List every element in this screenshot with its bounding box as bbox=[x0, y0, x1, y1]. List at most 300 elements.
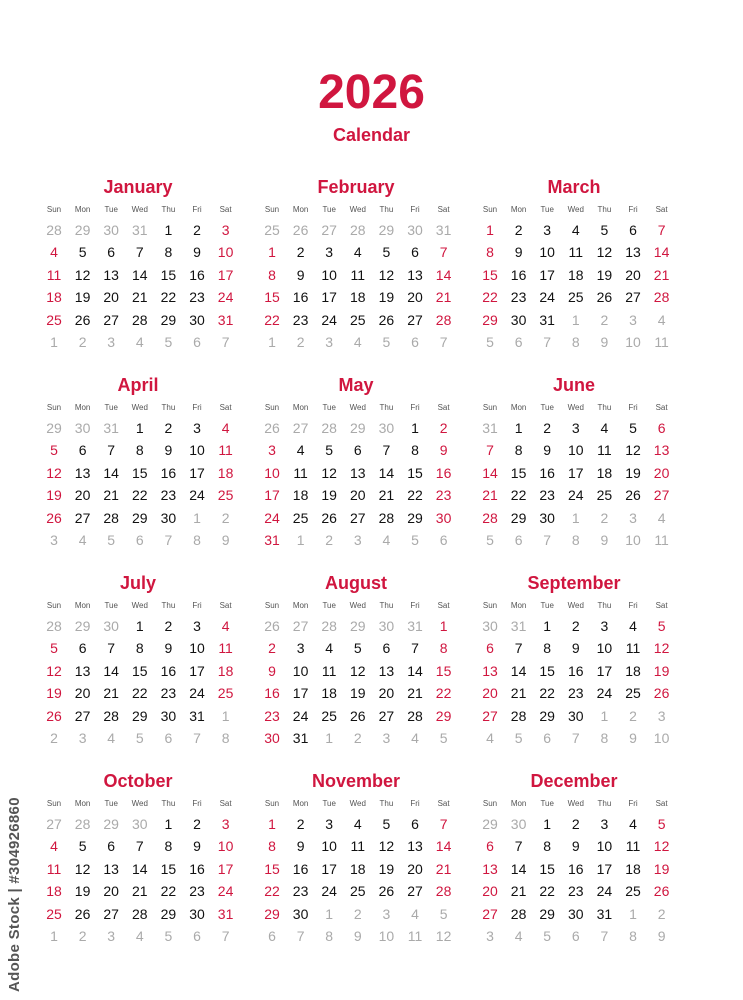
weekday-header: Thu bbox=[597, 205, 612, 214]
day-cell: 1 bbox=[600, 707, 609, 724]
day-cell: 25 bbox=[217, 685, 234, 702]
day-cell: 20 bbox=[350, 487, 366, 504]
day-cell: 3 bbox=[600, 618, 609, 634]
month-january bbox=[40, 176, 236, 366]
day-cell: 27 bbox=[321, 222, 337, 238]
month-may bbox=[258, 374, 454, 564]
day-cell: 18 bbox=[568, 266, 584, 283]
weekday-header: Tue bbox=[104, 403, 118, 412]
day-cell: 28 bbox=[132, 311, 148, 328]
day-cell: 25 bbox=[350, 883, 366, 900]
day-cell: 19 bbox=[378, 289, 395, 306]
day-cell: 4 bbox=[657, 509, 666, 526]
day-cell: 5 bbox=[439, 905, 448, 922]
weekday-header: Fri bbox=[628, 601, 638, 610]
weekday-header: Tue bbox=[540, 205, 554, 214]
day-cell: 6 bbox=[193, 928, 201, 944]
day-cell: 9 bbox=[268, 662, 276, 679]
weekday-header: Sun bbox=[482, 205, 498, 214]
calendar-subtitle: Calendar bbox=[332, 125, 411, 145]
day-cell: 14 bbox=[653, 244, 670, 261]
day-cell: 6 bbox=[164, 730, 173, 746]
day-cell: 4 bbox=[629, 816, 637, 832]
day-cell: 27 bbox=[292, 618, 309, 634]
day-cell: 22 bbox=[539, 883, 555, 900]
day-cell: 30 bbox=[264, 730, 280, 746]
weekday-header: Mon bbox=[292, 205, 309, 214]
day-cell: 5 bbox=[50, 640, 58, 657]
weekday-header: Sat bbox=[437, 205, 450, 214]
day-cell: 9 bbox=[221, 532, 230, 548]
day-cell: 20 bbox=[74, 487, 91, 504]
day-cell: 1 bbox=[543, 816, 552, 832]
weekday-header: Thu bbox=[161, 601, 176, 610]
weekday-header: Mon bbox=[510, 799, 527, 808]
day-cell: 31 bbox=[264, 532, 280, 548]
weekday-header: Sun bbox=[46, 205, 62, 214]
day-cell: 26 bbox=[264, 618, 280, 634]
month-name: December bbox=[530, 771, 618, 791]
day-cell: 14 bbox=[510, 662, 527, 679]
day-cell: 29 bbox=[160, 311, 177, 328]
month-name: March bbox=[547, 177, 601, 197]
day-cell: 17 bbox=[596, 860, 613, 877]
day-cell: 3 bbox=[325, 244, 334, 261]
day-cell: 7 bbox=[600, 928, 609, 944]
day-cell: 27 bbox=[407, 311, 423, 328]
day-cell: 18 bbox=[350, 289, 366, 306]
day-cell: 10 bbox=[217, 838, 234, 855]
weekday-header: Tue bbox=[322, 205, 336, 214]
day-cell: 3 bbox=[353, 532, 362, 548]
day-cell: 7 bbox=[439, 816, 448, 832]
weekday-header: Wed bbox=[131, 601, 148, 610]
day-cell: 3 bbox=[629, 311, 637, 328]
weekday-header: Sat bbox=[655, 601, 668, 610]
day-cell: 16 bbox=[292, 289, 309, 306]
day-cell: 1 bbox=[571, 311, 580, 328]
day-cell: 18 bbox=[217, 464, 234, 481]
day-cell: 11 bbox=[350, 838, 366, 855]
month-name: July bbox=[119, 573, 157, 593]
day-cell: 22 bbox=[132, 685, 148, 702]
weekday-header: Sat bbox=[437, 601, 450, 610]
day-cell: 5 bbox=[382, 334, 391, 350]
day-cell: 1 bbox=[221, 707, 230, 724]
weekday-header: Wed bbox=[567, 799, 584, 808]
day-cell: 7 bbox=[296, 928, 305, 944]
day-cell: 20 bbox=[103, 289, 119, 306]
day-cell: 2 bbox=[164, 618, 173, 634]
day-cell: 21 bbox=[132, 883, 148, 900]
day-cell: 11 bbox=[350, 266, 366, 283]
day-cell: 5 bbox=[486, 532, 494, 548]
day-cell: 14 bbox=[103, 464, 119, 481]
day-cell: 28 bbox=[510, 905, 527, 922]
day-cell: 25 bbox=[568, 289, 584, 306]
weekday-header: Fri bbox=[192, 403, 202, 412]
day-cell: 10 bbox=[189, 442, 205, 459]
day-cell: 16 bbox=[510, 266, 527, 283]
day-cell: 2 bbox=[600, 311, 609, 328]
day-cell: 7 bbox=[164, 532, 173, 548]
day-cell: 5 bbox=[382, 244, 391, 261]
day-cell: 31 bbox=[217, 905, 234, 922]
day-cell: 14 bbox=[103, 662, 119, 679]
day-cell: 2 bbox=[571, 816, 580, 832]
weekday-header: Wed bbox=[349, 403, 366, 412]
day-cell: 19 bbox=[625, 464, 641, 481]
weekday-header: Sun bbox=[482, 601, 498, 610]
month-march bbox=[476, 176, 672, 366]
day-cell: 9 bbox=[193, 838, 201, 855]
day-cell: 8 bbox=[164, 838, 173, 855]
day-cell: 26 bbox=[292, 222, 309, 238]
day-cell: 23 bbox=[160, 685, 177, 702]
day-cell: 8 bbox=[629, 928, 637, 944]
day-cell: 26 bbox=[264, 420, 280, 436]
day-cell: 17 bbox=[596, 662, 613, 679]
month-name: January bbox=[103, 177, 173, 197]
day-cell: 2 bbox=[164, 420, 173, 436]
day-cell: 16 bbox=[160, 662, 177, 679]
day-cell: 20 bbox=[74, 685, 91, 702]
day-cell: 21 bbox=[510, 685, 527, 702]
day-cell: 26 bbox=[653, 685, 670, 702]
day-cell: 6 bbox=[571, 928, 580, 944]
day-cell: 6 bbox=[514, 334, 523, 350]
day-cell: 3 bbox=[78, 730, 87, 746]
day-cell: 16 bbox=[435, 464, 452, 481]
day-cell: 2 bbox=[600, 509, 609, 526]
day-cell: 4 bbox=[353, 816, 362, 832]
day-cell: 27 bbox=[74, 509, 91, 526]
day-cell: 18 bbox=[217, 662, 234, 679]
day-cell: 10 bbox=[596, 640, 613, 657]
day-cell: 4 bbox=[221, 618, 230, 634]
day-cell: 17 bbox=[189, 464, 205, 481]
day-cell: 12 bbox=[653, 838, 670, 855]
day-cell: 11 bbox=[625, 640, 641, 657]
day-cell: 5 bbox=[353, 640, 362, 657]
day-cell: 2 bbox=[193, 222, 201, 238]
weekday-header: Fri bbox=[628, 205, 638, 214]
day-cell: 15 bbox=[435, 662, 452, 679]
day-cell: 20 bbox=[625, 266, 641, 283]
day-cell: 5 bbox=[325, 442, 334, 459]
day-cell: 31 bbox=[189, 707, 205, 724]
day-cell: 23 bbox=[264, 707, 280, 724]
day-cell: 28 bbox=[378, 509, 395, 526]
day-cell: 18 bbox=[46, 289, 62, 306]
day-cell: 10 bbox=[653, 730, 670, 746]
day-cell: 24 bbox=[217, 883, 234, 900]
weekday-header: Fri bbox=[192, 799, 202, 808]
day-cell: 18 bbox=[625, 860, 641, 877]
day-cell: 7 bbox=[221, 928, 230, 944]
weekday-header: Sun bbox=[264, 205, 280, 214]
day-cell: 12 bbox=[378, 266, 395, 283]
day-cell: 13 bbox=[378, 662, 395, 679]
weekday-header: Mon bbox=[74, 601, 91, 610]
day-cell: 11 bbox=[625, 838, 641, 855]
day-cell: 28 bbox=[46, 618, 62, 634]
day-cell: 15 bbox=[160, 860, 177, 877]
day-cell: 9 bbox=[543, 442, 552, 459]
day-cell: 28 bbox=[435, 883, 452, 900]
day-cell: 27 bbox=[407, 883, 423, 900]
day-cell: 22 bbox=[264, 883, 280, 900]
weekday-header: Tue bbox=[540, 601, 554, 610]
day-cell: 13 bbox=[407, 266, 423, 283]
day-cell: 4 bbox=[353, 334, 362, 350]
day-cell: 29 bbox=[264, 905, 280, 922]
day-cell: 4 bbox=[50, 244, 58, 261]
day-cell: 30 bbox=[160, 509, 177, 526]
day-cell: 6 bbox=[629, 222, 637, 238]
day-cell: 1 bbox=[514, 420, 523, 436]
day-cell: 31 bbox=[482, 420, 498, 436]
day-cell: 2 bbox=[193, 816, 201, 832]
day-cell: 22 bbox=[510, 487, 527, 504]
day-cell: 11 bbox=[568, 244, 584, 261]
day-cell: 15 bbox=[482, 266, 498, 283]
day-cell: 9 bbox=[571, 838, 580, 855]
day-cell: 16 bbox=[568, 662, 584, 679]
weekday-header: Fri bbox=[410, 205, 420, 214]
day-cell: 7 bbox=[543, 334, 552, 350]
weekday-header: Tue bbox=[104, 205, 118, 214]
day-cell: 16 bbox=[292, 860, 309, 877]
day-cell: 10 bbox=[189, 640, 205, 657]
day-cell: 29 bbox=[482, 311, 498, 328]
day-cell: 8 bbox=[600, 730, 609, 746]
day-cell: 9 bbox=[193, 244, 201, 261]
day-cell: 5 bbox=[514, 730, 523, 746]
day-cell: 20 bbox=[407, 860, 423, 877]
day-cell: 7 bbox=[221, 334, 230, 350]
day-cell: 9 bbox=[600, 532, 609, 548]
day-cell: 20 bbox=[653, 464, 670, 481]
day-cell: 8 bbox=[571, 532, 580, 548]
day-cell: 7 bbox=[486, 442, 494, 459]
day-cell: 4 bbox=[629, 618, 637, 634]
day-cell: 1 bbox=[50, 334, 58, 350]
day-cell: 12 bbox=[350, 662, 366, 679]
day-cell: 12 bbox=[435, 928, 452, 944]
day-cell: 3 bbox=[486, 928, 494, 944]
day-cell: 23 bbox=[510, 289, 527, 306]
day-cell: 30 bbox=[378, 618, 395, 634]
day-cell: 9 bbox=[657, 928, 666, 944]
day-cell: 28 bbox=[407, 707, 423, 724]
day-cell: 31 bbox=[217, 311, 234, 328]
day-cell: 22 bbox=[132, 487, 148, 504]
weekday-header: Thu bbox=[379, 799, 394, 808]
day-cell: 3 bbox=[107, 334, 116, 350]
day-cell: 21 bbox=[482, 487, 498, 504]
day-cell: 30 bbox=[189, 905, 205, 922]
day-cell: 25 bbox=[264, 222, 280, 238]
day-cell: 31 bbox=[539, 311, 555, 328]
weekday-header: Fri bbox=[410, 601, 420, 610]
day-cell: 28 bbox=[103, 707, 119, 724]
day-cell: 13 bbox=[653, 442, 670, 459]
day-cell: 19 bbox=[350, 685, 366, 702]
day-cell: 17 bbox=[292, 685, 309, 702]
day-cell: 10 bbox=[568, 442, 584, 459]
day-cell: 2 bbox=[629, 707, 637, 724]
day-cell: 17 bbox=[217, 266, 234, 283]
day-cell: 30 bbox=[132, 816, 148, 832]
weekday-header: Wed bbox=[349, 799, 366, 808]
day-cell: 28 bbox=[435, 311, 452, 328]
weekday-header: Sat bbox=[655, 205, 668, 214]
day-cell: 1 bbox=[325, 730, 334, 746]
day-cell: 15 bbox=[407, 464, 423, 481]
day-cell: 18 bbox=[321, 685, 337, 702]
day-cell: 9 bbox=[600, 334, 609, 350]
day-cell: 4 bbox=[657, 311, 666, 328]
day-cell: 24 bbox=[321, 311, 337, 328]
day-cell: 26 bbox=[653, 883, 670, 900]
day-cell: 25 bbox=[350, 311, 366, 328]
day-cell: 8 bbox=[514, 442, 523, 459]
day-cell: 9 bbox=[629, 730, 637, 746]
day-cell: 28 bbox=[103, 509, 119, 526]
day-cell: 20 bbox=[103, 883, 119, 900]
day-cell: 7 bbox=[135, 244, 144, 261]
day-cell: 4 bbox=[600, 420, 609, 436]
month-name: October bbox=[103, 771, 173, 791]
day-cell: 8 bbox=[268, 266, 276, 283]
day-cell: 20 bbox=[407, 289, 423, 306]
weekday-header: Sun bbox=[264, 601, 280, 610]
day-cell: 21 bbox=[378, 487, 395, 504]
weekday-header: Thu bbox=[161, 403, 176, 412]
day-cell: 8 bbox=[193, 532, 201, 548]
day-cell: 29 bbox=[160, 905, 177, 922]
day-cell: 10 bbox=[292, 662, 309, 679]
day-cell: 10 bbox=[217, 244, 234, 261]
day-cell: 11 bbox=[321, 662, 337, 679]
day-cell: 3 bbox=[382, 730, 391, 746]
day-cell: 4 bbox=[514, 928, 523, 944]
day-cell: 23 bbox=[189, 289, 205, 306]
day-cell: 15 bbox=[264, 860, 280, 877]
weekday-header: Fri bbox=[192, 601, 202, 610]
day-cell: 15 bbox=[539, 860, 555, 877]
day-cell: 29 bbox=[539, 707, 555, 724]
day-cell: 3 bbox=[629, 509, 637, 526]
day-cell: 17 bbox=[217, 860, 234, 877]
day-cell: 2 bbox=[296, 244, 305, 261]
day-cell: 28 bbox=[321, 420, 337, 436]
month-name: August bbox=[325, 573, 387, 593]
weekday-header: Mon bbox=[292, 799, 309, 808]
weekday-header: Wed bbox=[567, 403, 584, 412]
weekday-header: Sat bbox=[437, 799, 450, 808]
day-cell: 1 bbox=[164, 222, 173, 238]
day-cell: 4 bbox=[411, 905, 419, 922]
day-cell: 13 bbox=[350, 464, 366, 481]
day-cell: 1 bbox=[268, 334, 276, 350]
day-cell: 5 bbox=[135, 730, 144, 746]
day-cell: 31 bbox=[103, 420, 119, 436]
day-cell: 9 bbox=[571, 640, 580, 657]
day-cell: 2 bbox=[296, 334, 305, 350]
day-cell: 2 bbox=[78, 334, 87, 350]
weekday-header: Thu bbox=[597, 403, 612, 412]
day-cell: 25 bbox=[321, 707, 337, 724]
day-cell: 4 bbox=[50, 838, 58, 855]
day-cell: 5 bbox=[629, 420, 637, 436]
month-december bbox=[476, 770, 672, 960]
day-cell: 16 bbox=[568, 860, 584, 877]
day-cell: 7 bbox=[107, 640, 116, 657]
day-cell: 29 bbox=[74, 618, 91, 634]
weekday-header: Sat bbox=[219, 601, 232, 610]
day-cell: 25 bbox=[596, 487, 613, 504]
day-cell: 14 bbox=[435, 266, 452, 283]
day-cell: 31 bbox=[407, 618, 423, 634]
day-cell: 6 bbox=[486, 640, 494, 657]
day-cell: 1 bbox=[193, 509, 201, 526]
day-cell: 18 bbox=[292, 487, 309, 504]
day-cell: 8 bbox=[571, 334, 580, 350]
month-october bbox=[40, 770, 236, 960]
day-cell: 11 bbox=[46, 266, 62, 283]
day-cell: 9 bbox=[296, 838, 305, 855]
day-cell: 28 bbox=[653, 289, 670, 306]
month-september bbox=[476, 572, 672, 762]
day-cell: 5 bbox=[439, 730, 448, 746]
day-cell: 6 bbox=[107, 244, 116, 261]
day-cell: 5 bbox=[600, 222, 609, 238]
weekday-header: Sun bbox=[46, 799, 62, 808]
day-cell: 1 bbox=[164, 816, 173, 832]
day-cell: 27 bbox=[653, 487, 670, 504]
day-cell: 10 bbox=[596, 838, 613, 855]
weekday-header: Tue bbox=[104, 799, 118, 808]
day-cell: 24 bbox=[539, 289, 555, 306]
day-cell: 4 bbox=[78, 532, 87, 548]
weekday-header: Sat bbox=[437, 403, 450, 412]
day-cell: 15 bbox=[264, 289, 280, 306]
day-cell: 15 bbox=[160, 266, 177, 283]
day-cell: 5 bbox=[382, 816, 391, 832]
weekday-header: Mon bbox=[74, 403, 91, 412]
day-cell: 13 bbox=[74, 464, 91, 481]
day-cell: 29 bbox=[482, 816, 498, 832]
day-cell: 30 bbox=[74, 420, 91, 436]
day-cell: 5 bbox=[107, 532, 116, 548]
day-cell: 30 bbox=[539, 509, 555, 526]
day-cell: 3 bbox=[600, 816, 609, 832]
day-cell: 16 bbox=[539, 464, 555, 481]
weekday-header: Wed bbox=[349, 601, 366, 610]
weekday-header: Thu bbox=[597, 601, 612, 610]
day-cell: 29 bbox=[350, 618, 366, 634]
day-cell: 6 bbox=[353, 442, 362, 459]
day-cell: 25 bbox=[46, 905, 62, 922]
day-cell: 18 bbox=[46, 883, 62, 900]
day-cell: 25 bbox=[625, 685, 641, 702]
day-cell: 24 bbox=[189, 487, 205, 504]
day-cell: 10 bbox=[264, 464, 280, 481]
day-cell: 21 bbox=[103, 487, 119, 504]
weekday-header: Fri bbox=[410, 403, 420, 412]
